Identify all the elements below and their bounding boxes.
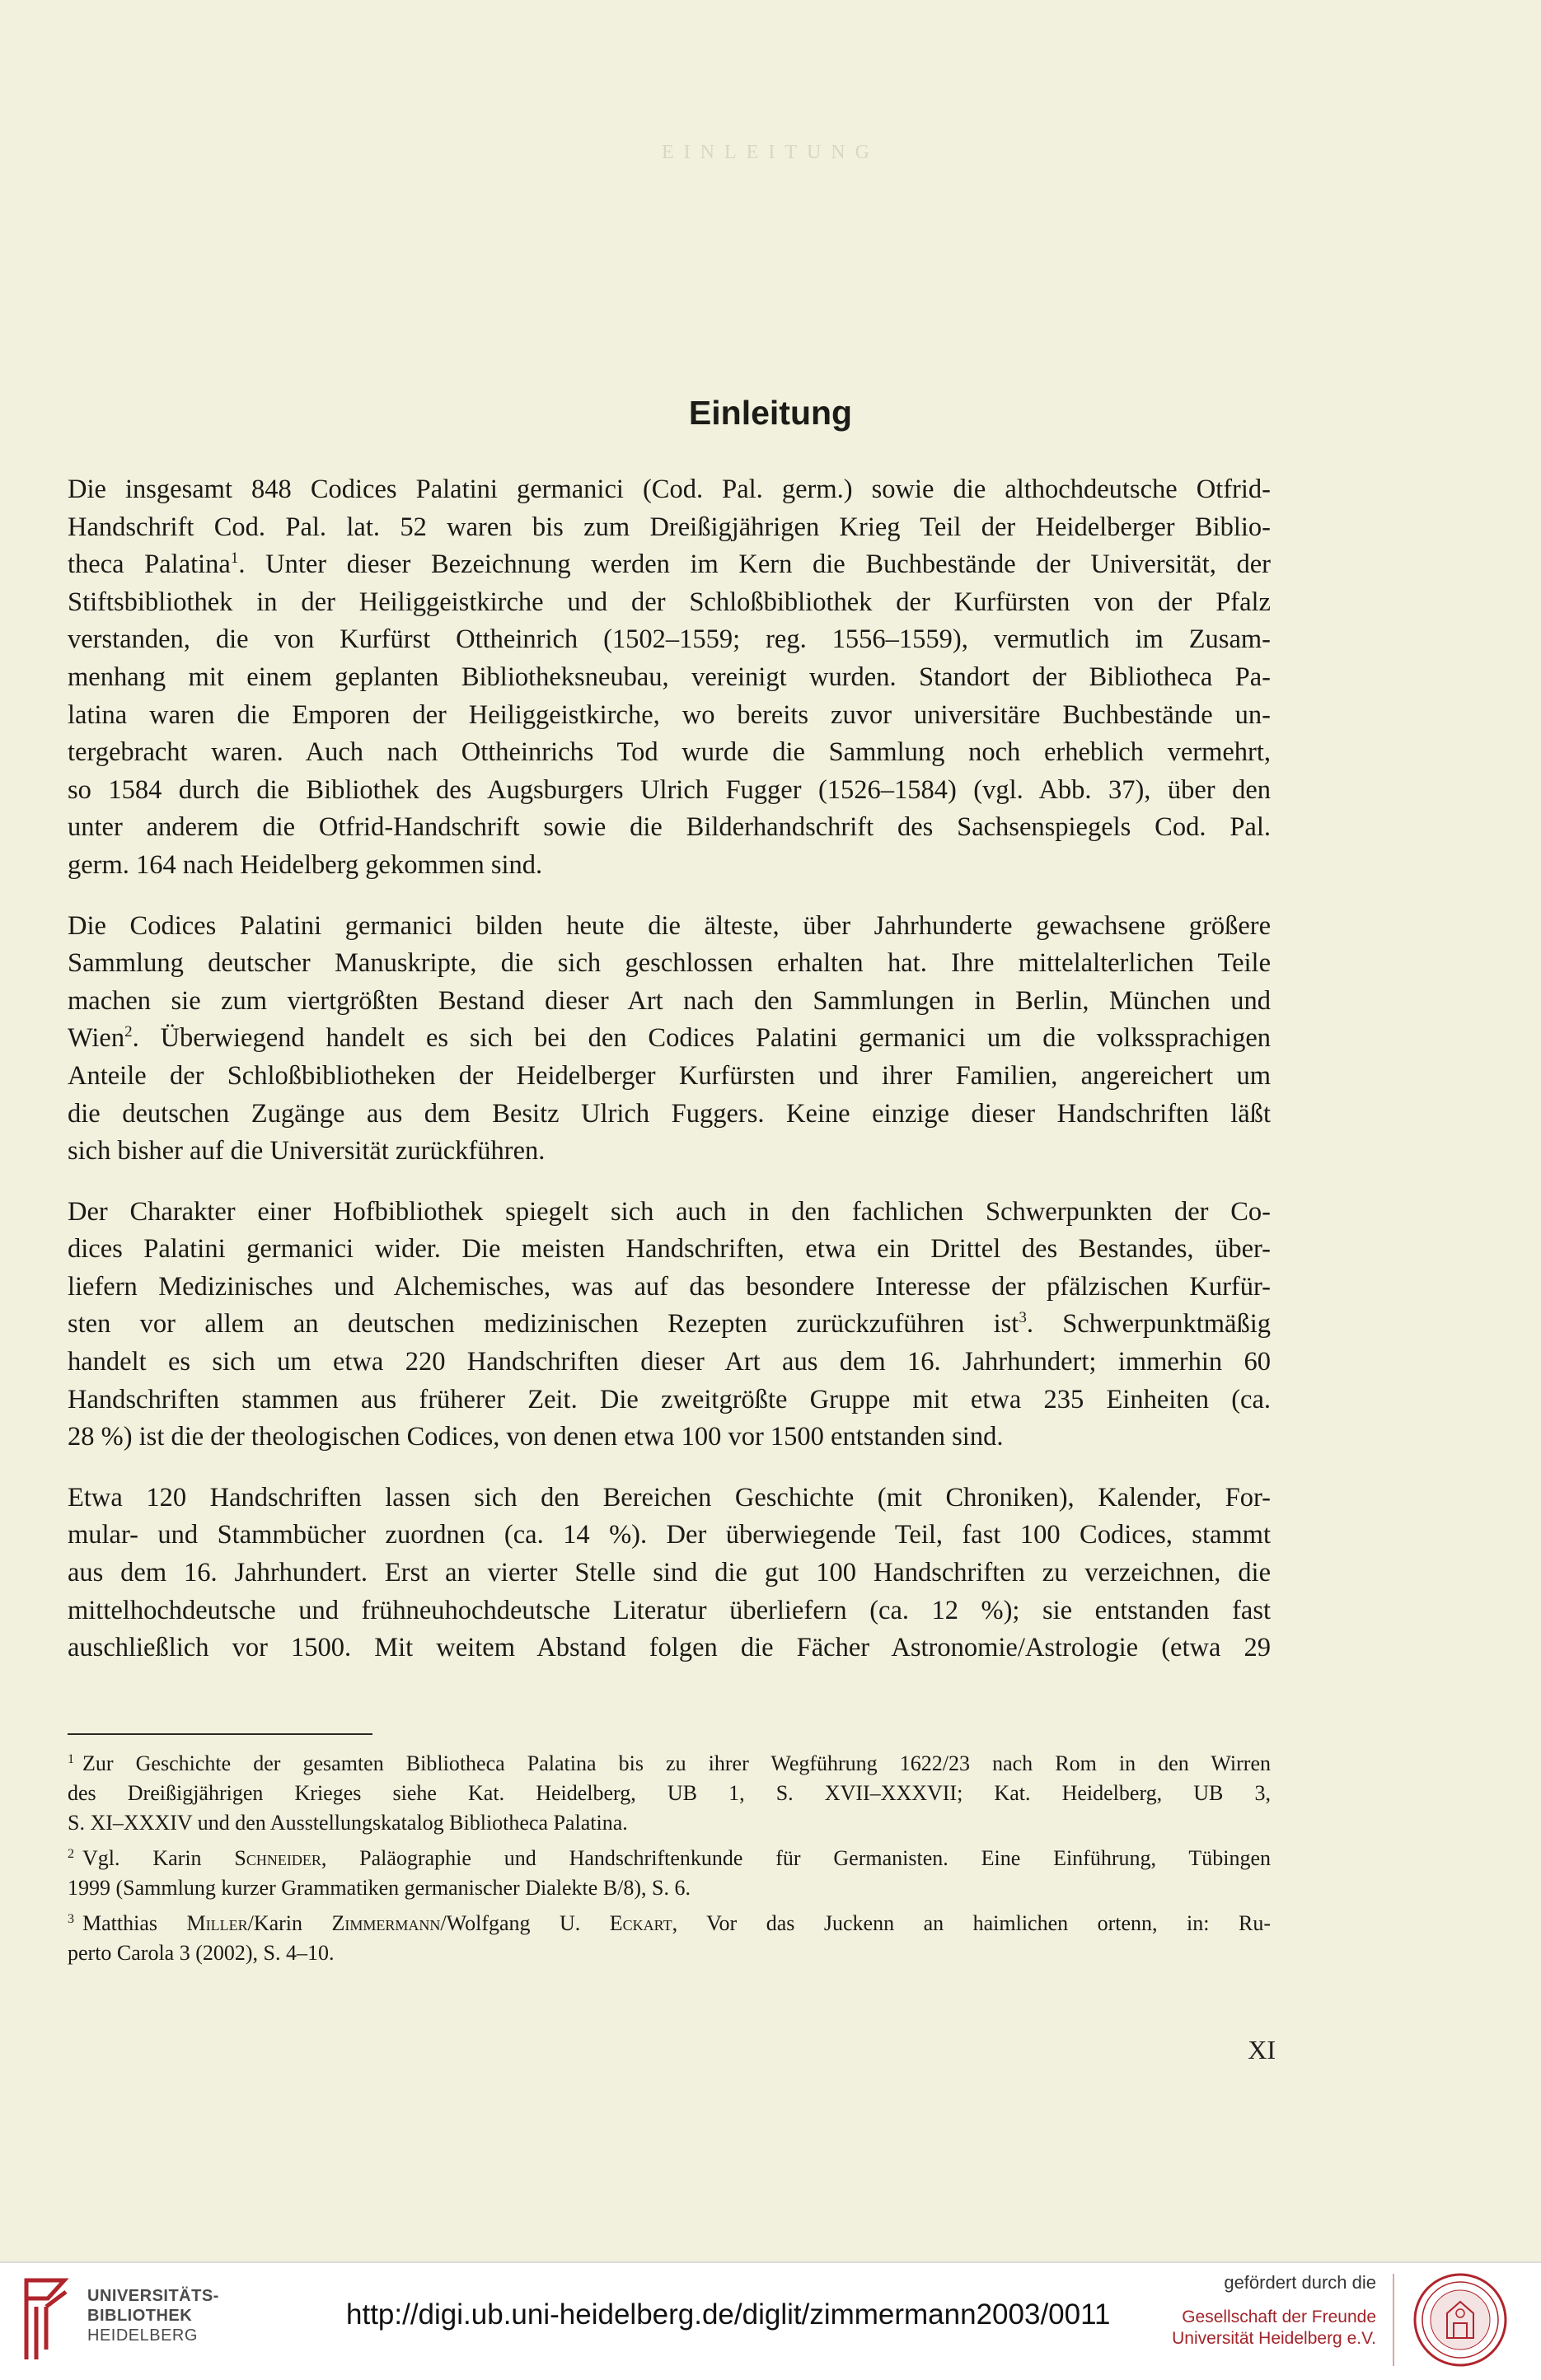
page-title: Einleitung (688, 394, 853, 432)
footnote-2: $^2$ Vgl. Karin Schneider, Paläographie und Handschriftenkunde für Germanisten. Eine Einführung, Tübingen 1999 (Sammlung kurzer Grammatiken germanischer Dialekte B/8), S. 6. (68, 1846, 1272, 1900)
footnote-divider (68, 1733, 372, 1735)
sponsor-credit[interactable]: gefördert durch die Gesellschaft der Freunde Universität Heidelberg e.V. (1172, 2272, 1376, 2348)
footnote-marker: 3 (1019, 1309, 1027, 1327)
permalink-url[interactable]: http://digi.ub.uni-heidelberg.de/diglit/zimmermann2003/0011 (346, 2298, 1111, 2331)
footnote-marker: 2 (124, 1023, 133, 1041)
faint-running-header: EINLEITUNG (662, 142, 879, 163)
body-text (68, 471, 1271, 1690)
university-library-name[interactable]: UNIVERSITÄTS- BIBLIOTHEK HEIDELBERG (87, 2287, 219, 2345)
paragraph-1: Die insgesamt 848 Codices Palatini germanici (Cod. Pal. germ.) sowie die althochdeutsche Otfrid- Handschrift Cod. Pal. lat. 52 waren bis zum Dreißigjährigen Krieg Teil der Heidelberger Biblio- theca Palatina$^1$. Unter dieser Bezeichnung werden im Kern die Buchbestände der Universität, der Stiftsbibliothek in der Heiliggeistkirche und der Schloßbibliothek der Kurfürsten von der Pfalz verstanden, die von Kurfürst Ottheinrich (1502–1559; reg. 1556–1559), vermutlich im Zusam- menhang mit einem geplanten Bibliotheksneubau, vereinigt wurden. Standort der Bibliotheca Pa- latina waren die Emporen der Heiliggeistkirche, wo bereits zuvor universitäre Buchbestände un- tergebracht waren. Auch nach Ottheinrichs Tod wurde die Sammlung noch erheblich vermehrt, so 1584 durch die Bibliothek des Augsburgers Ulrich Fugger (1526–1584) (vgl. Abb. 37), über den unter anderem die Otfrid-Handschrift sowie die Bilderhandschrift des Sachsenspiegels Cod. Pal. germ. 164 nach Heidelberg gekommen sind. (68, 475, 1272, 880)
footnote-marker: 1 (230, 549, 239, 568)
paragraph-3: Der Charakter einer Hofbibliothek spiegelt sich auch in den fachlichen Schwerpunkten der Co- dices Palatini germanici wider. Die meisten Handschriften, etwa ein Drittel des Bestandes, über- liefern Medizinisches und Alchemisches, was auf das besondere Interesse der pfälzischen Kurfür- sten vor allem an deutschen medizinischen Rezepten zurückzuführen ist$^3$. Schwerpunktmäßig handelt es sich um etwa 220 Handschriften dieser Art aus dem 16. Jahrhundert; immerhin 60 Handschriften stammen aus früherer Zeit. Die zweitgrößte Gruppe mit etwa 235 Einheiten (ca. 28 %) ist die der theologischen Codices, von denen etwa 100 vor 1500 entstanden sind. (68, 1196, 1271, 1452)
footnotes (68, 1745, 1271, 1970)
footnote-1: $^1$ Zur Geschichte der gesamten Bibliotheca Palatina bis zu ihrer Wegführung 1622/23 nach Rom in den Wirren des Dreißigjährigen Krieges siehe Kat. Heidelberg, UB 1, S. XVII–XXXVII; Kat. Heidelberg, UB 3, S. XI–XXXIV und den Ausstellungskatalog Bibliotheca Palatina. (68, 1751, 1271, 1835)
sponsor-divider (1393, 2274, 1394, 2366)
university-seal-icon (1411, 2270, 1510, 2369)
page-number: XI (1248, 2035, 1276, 2064)
paragraph-2: Die Codices Palatini germanici bilden heute die älteste, über Jahrhunderte gewachsene größere Sammlung deutscher Manuskripte, die sich geschlossen erhalten hat. Ihre mittelalterlichen Teile machen sie zum viertgrößten Bestand dieser Art nach den Sammlungen in Berlin, München und Wien$^2$. Überwiegend handelt es sich bei den Codices Palatini germanici um die volkssprachigen Anteile der Schloßbibliotheken der Heidelberger Kurfürsten und ihrer Familien, angereichert um die deutschen Zugänge aus dem Besitz Ulrich Fuggers. Keine einzige dieser Handschriften läßt sich bisher auf die Universität zurückführen. (68, 910, 1271, 1167)
university-library-logo-icon[interactable] (15, 2274, 81, 2364)
footnote-3: $^3$ Matthias Miller/Karin Zimmermann/Wolfgang U. Eckart, Vor das Juckenn an haimlichen ortenn, in: Ru- perto Carola 3 (2002), S. 4–10. (68, 1911, 1271, 1965)
paragraph-4: Etwa 120 Handschriften lassen sich den Bereichen Geschichte (mit Chroniken), Kalender, For- mular- und Stammbücher zuordnen (ca. 14 %). Der überwiegende Teil, fast 100 Codices, stammt aus dem 16. Jahrhundert. Erst an vierter Stelle sind die gut 100 Handschriften zu verzeichnen, die mittelhochdeutsche und frühneuhochdeutsche Literatur überliefern (ca. 12 %); sie entstanden fast auschließlich vor 1500. Mit weitem Abstand folgen die Fächer Astronomie/Astrologie (etwa 29 (68, 1482, 1271, 1663)
